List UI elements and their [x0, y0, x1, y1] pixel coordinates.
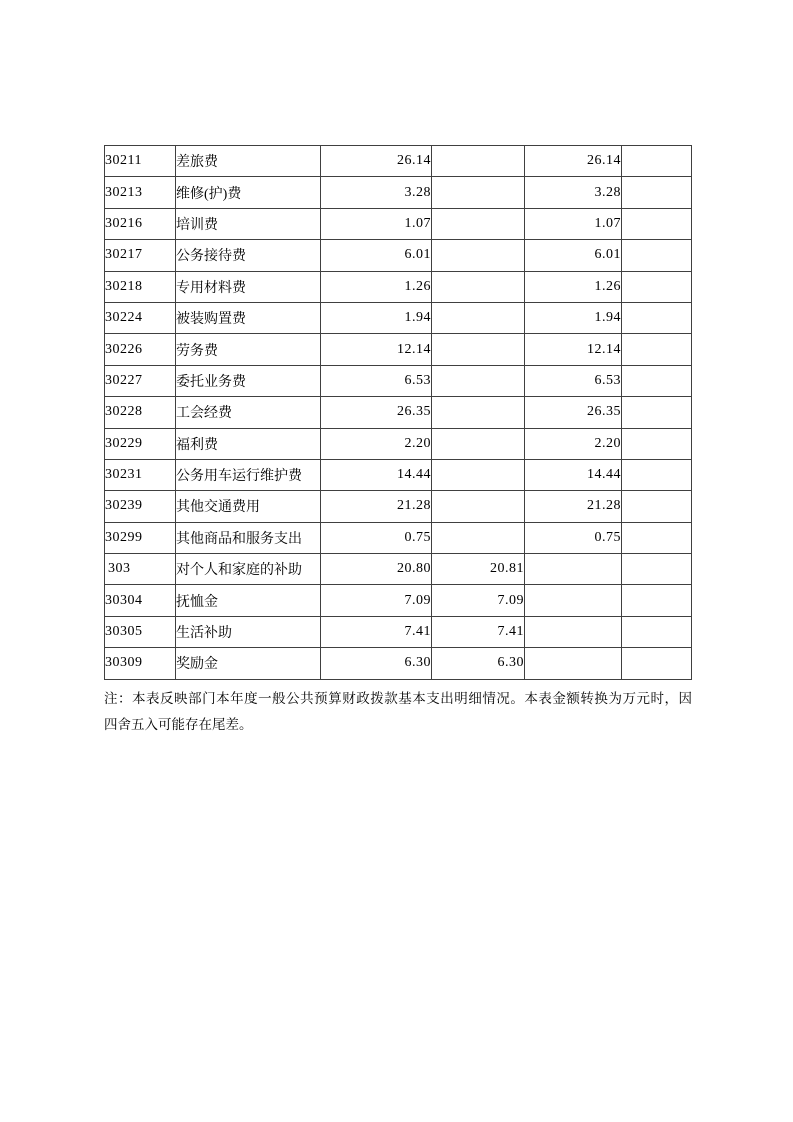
cell-code: 30228: [105, 397, 176, 428]
cell-amount-1: 2.20: [321, 428, 432, 459]
cell-amount-4: [622, 554, 692, 585]
cell-amount-4: [622, 616, 692, 647]
cell-name: 抚恤金: [176, 585, 321, 616]
cell-amount-2: [432, 271, 525, 302]
cell-amount-1: 26.14: [321, 146, 432, 177]
cell-name: 委托业务费: [176, 365, 321, 396]
cell-amount-2: 20.81: [432, 554, 525, 585]
cell-name: 差旅费: [176, 146, 321, 177]
cell-code: 303: [105, 554, 176, 585]
cell-amount-3: 21.28: [525, 491, 622, 522]
cell-code: 30299: [105, 522, 176, 553]
table-row: [105, 240, 692, 271]
cell-amount-1: 3.28: [321, 177, 432, 208]
cell-amount-2: [432, 146, 525, 177]
cell-amount-2: 7.09: [432, 585, 525, 616]
cell-amount-3: 1.26: [525, 271, 622, 302]
cell-amount-4: [622, 240, 692, 271]
cell-code: 30216: [105, 208, 176, 239]
table-row: [105, 146, 692, 177]
cell-name: 公务接待费: [176, 240, 321, 271]
cell-amount-1: 7.41: [321, 616, 432, 647]
table-row: [105, 334, 692, 365]
cell-amount-4: [622, 491, 692, 522]
cell-code: 30226: [105, 334, 176, 365]
table-body: [105, 146, 692, 680]
cell-code: 30211: [105, 146, 176, 177]
cell-name: 对个人和家庭的补助: [176, 554, 321, 585]
cell-name: 福利费: [176, 428, 321, 459]
cell-amount-1: 21.28: [321, 491, 432, 522]
cell-amount-3: 0.75: [525, 522, 622, 553]
cell-amount-4: [622, 177, 692, 208]
table-row: [105, 397, 692, 428]
cell-code: 30218: [105, 271, 176, 302]
cell-amount-3: 3.28: [525, 177, 622, 208]
cell-amount-3: 14.44: [525, 459, 622, 490]
cell-amount-4: [622, 648, 692, 679]
cell-amount-3: 2.20: [525, 428, 622, 459]
cell-name: 奖励金: [176, 648, 321, 679]
cell-amount-4: [622, 522, 692, 553]
cell-name: 其他交通费用: [176, 491, 321, 522]
cell-name: 专用材料费: [176, 271, 321, 302]
cell-amount-3: 26.14: [525, 146, 622, 177]
cell-amount-1: 6.30: [321, 648, 432, 679]
table-row-subtotal: [105, 554, 692, 585]
cell-name: 维修(护)费: [176, 177, 321, 208]
cell-amount-2: [432, 491, 525, 522]
cell-code: 30229: [105, 428, 176, 459]
cell-code: 30304: [105, 585, 176, 616]
cell-amount-3: 6.01: [525, 240, 622, 271]
cell-name: 被装购置费: [176, 302, 321, 333]
cell-code: 30305: [105, 616, 176, 647]
cell-name: 劳务费: [176, 334, 321, 365]
table-note: [104, 686, 692, 738]
table-row: [105, 208, 692, 239]
cell-code: 30217: [105, 240, 176, 271]
cell-amount-3: 12.14: [525, 334, 622, 365]
cell-amount-1: 6.01: [321, 240, 432, 271]
table-row: [105, 616, 692, 647]
cell-amount-1: 12.14: [321, 334, 432, 365]
table-row: [105, 648, 692, 679]
table-row: [105, 271, 692, 302]
cell-amount-4: [622, 459, 692, 490]
cell-code: 30231: [105, 459, 176, 490]
cell-amount-1: 20.80: [321, 554, 432, 585]
cell-amount-4: [622, 146, 692, 177]
cell-amount-2: [432, 522, 525, 553]
cell-code: 30309: [105, 648, 176, 679]
cell-amount-1: 1.94: [321, 302, 432, 333]
cell-amount-2: [432, 397, 525, 428]
cell-amount-2: [432, 302, 525, 333]
table-note-line-1: 注：本表反映部门本年度一般公共预算财政拨款基本支出明细情况。本表金额转换为万元时，因: [104, 691, 692, 706]
cell-amount-1: 1.07: [321, 208, 432, 239]
cell-amount-1: 6.53: [321, 365, 432, 396]
cell-amount-2: [432, 240, 525, 271]
cell-amount-3: [525, 648, 622, 679]
cell-amount-2: [432, 334, 525, 365]
table-row: [105, 585, 692, 616]
cell-amount-3: 26.35: [525, 397, 622, 428]
cell-amount-1: 26.35: [321, 397, 432, 428]
cell-amount-3: 6.53: [525, 365, 622, 396]
cell-amount-3: [525, 585, 622, 616]
table-row: [105, 428, 692, 459]
table-note-line-2: 四舍五入可能存在尾差。: [104, 717, 253, 732]
cell-amount-3: [525, 616, 622, 647]
cell-amount-4: [622, 334, 692, 365]
cell-amount-4: [622, 397, 692, 428]
cell-amount-4: [622, 585, 692, 616]
cell-amount-1: 14.44: [321, 459, 432, 490]
cell-amount-3: 1.94: [525, 302, 622, 333]
cell-name: 工会经费: [176, 397, 321, 428]
cell-name: 生活补助: [176, 616, 321, 647]
table-row: [105, 365, 692, 396]
cell-amount-2: 6.30: [432, 648, 525, 679]
cell-amount-4: [622, 302, 692, 333]
table-row: [105, 491, 692, 522]
cell-amount-2: 7.41: [432, 616, 525, 647]
cell-amount-1: 7.09: [321, 585, 432, 616]
cell-amount-2: [432, 428, 525, 459]
table-row: [105, 302, 692, 333]
table-row: [105, 459, 692, 490]
cell-amount-4: [622, 365, 692, 396]
cell-amount-4: [622, 208, 692, 239]
cell-amount-2: [432, 177, 525, 208]
cell-amount-4: [622, 428, 692, 459]
cell-amount-1: 1.26: [321, 271, 432, 302]
cell-name: 公务用车运行维护费: [176, 459, 321, 490]
budget-detail-table: [104, 145, 692, 680]
cell-amount-4: [622, 271, 692, 302]
cell-code: 30224: [105, 302, 176, 333]
cell-name: 培训费: [176, 208, 321, 239]
cell-code: 30227: [105, 365, 176, 396]
cell-name: 其他商品和服务支出: [176, 522, 321, 553]
table-row: [105, 522, 692, 553]
cell-amount-2: [432, 365, 525, 396]
cell-code: 30239: [105, 491, 176, 522]
cell-amount-1: 0.75: [321, 522, 432, 553]
cell-code: 30213: [105, 177, 176, 208]
cell-amount-3: 1.07: [525, 208, 622, 239]
cell-amount-2: [432, 459, 525, 490]
cell-amount-2: [432, 208, 525, 239]
table-row: [105, 177, 692, 208]
cell-amount-3: [525, 554, 622, 585]
